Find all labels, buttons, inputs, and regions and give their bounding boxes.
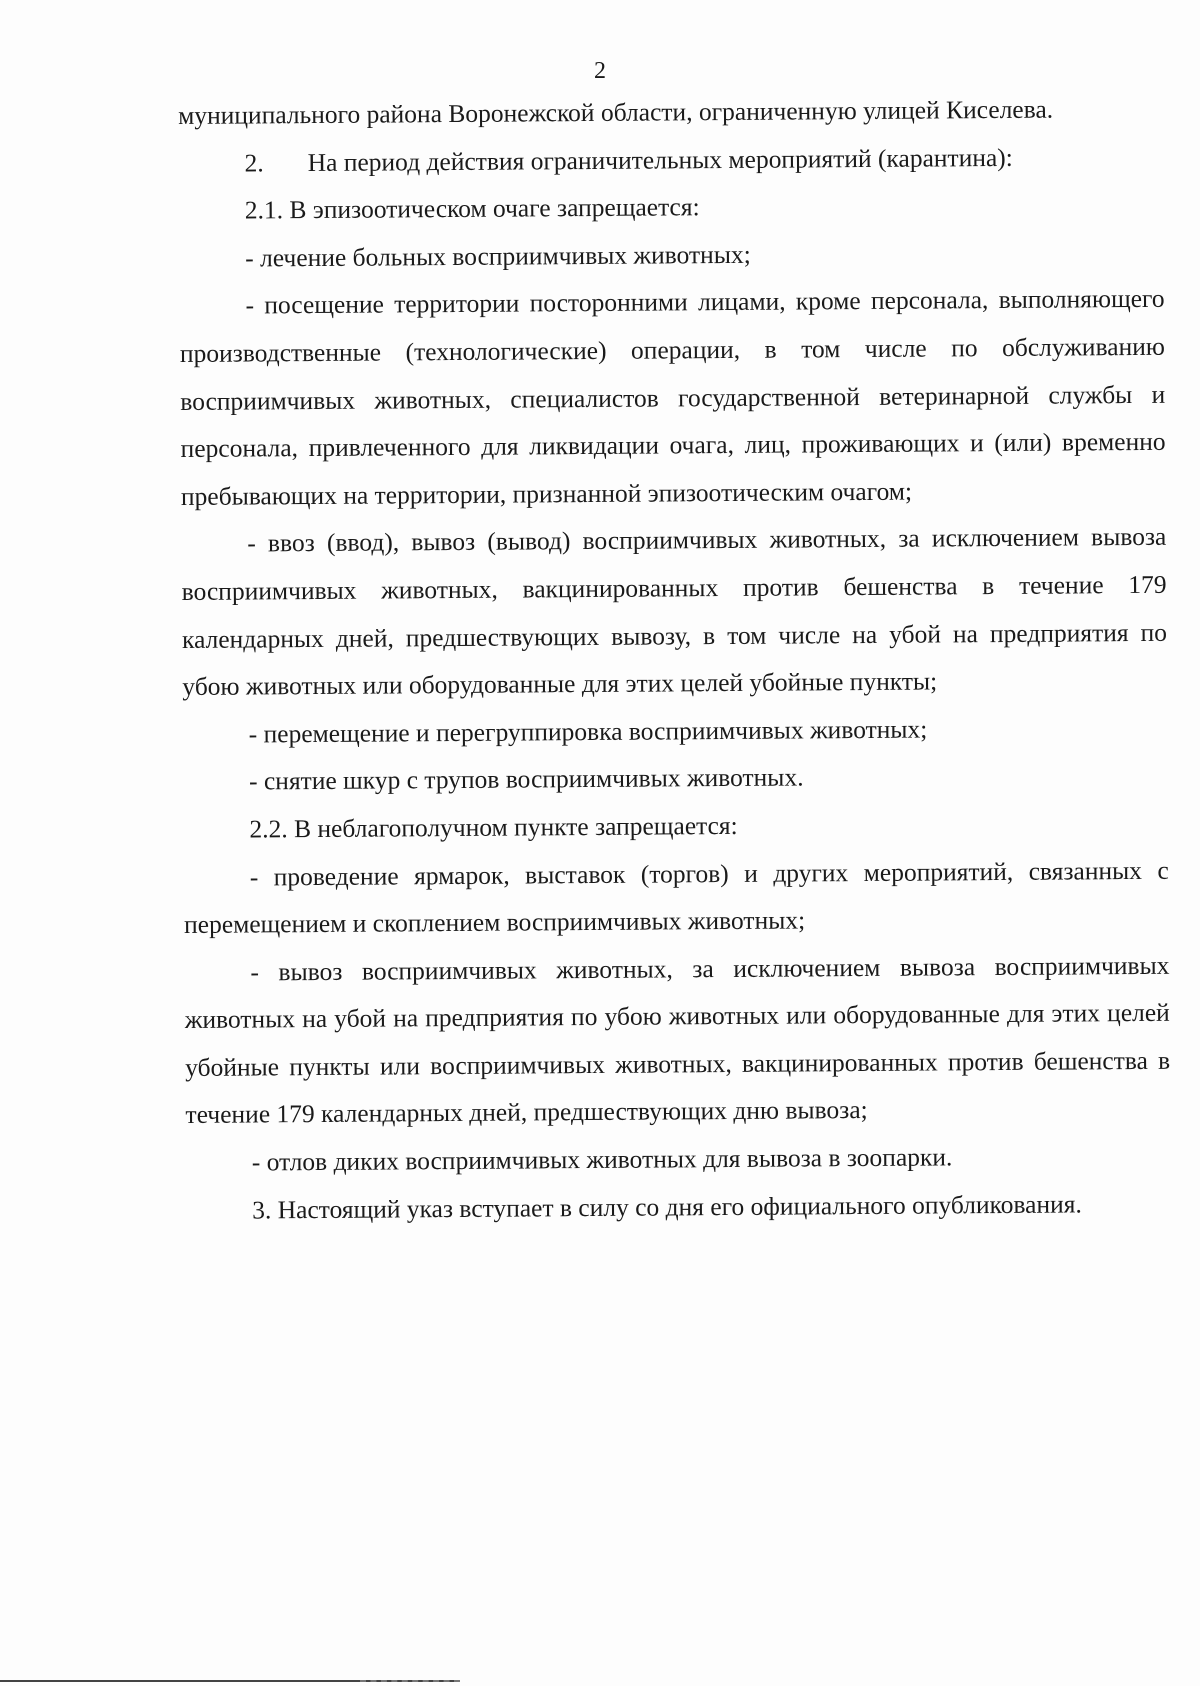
page-number: 2 bbox=[594, 58, 606, 84]
paragraph-item-2-2: 2.2. В неблагополучном пункте запрещается: bbox=[249, 810, 738, 844]
paragraph-item-2-1: 2.1. В эпизоотическом очаге запрещается: bbox=[244, 192, 700, 225]
paragraph-continuation: муниципального района Воронежской области, ограниченную улицей Киселева. bbox=[178, 94, 1054, 130]
paragraph-bullet-fairs: - проведение ярмарок, выставок (торгов) и других мероприятий, связанных с перемещением и скоплением восприимчивых животных; bbox=[183, 855, 1169, 940]
paragraph-item-3: 3. Настоящий указ вступает в силу со дня его официального опубликования. bbox=[252, 1189, 1082, 1225]
paragraph-bullet-treatment: - лечение больных восприимчивых животных; bbox=[245, 239, 751, 273]
paragraph-bullet-visits: - посещение территории посторонними лицами, кроме персонала, выполняющего производственные (технологические) операции, в том числе по обслуживанию восприимчивых животных, специалистов государственной ветеринарной службы и персонала, привлеченного для ликвидации очага, лиц, проживающих и (или) временно пребывающих на территории, признанной эпизоотическим очагом; bbox=[179, 284, 1166, 511]
item-number: 2. bbox=[244, 147, 264, 178]
document-body bbox=[178, 85, 1171, 1234]
paragraph-bullet-import-export: - ввоз (ввод), вывоз (вывод) восприимчивых животных, за исключением вывоза восприимчивых животных, вакцинированных против бешенства в течение 179 календарных дней, предшествующих вывозу, в том числе на убой на предприятия по убою животных или оборудованные для этих целей убойные пункты; bbox=[181, 522, 1168, 702]
item-text: На период действия ограничительных мероприятий (карантина): bbox=[307, 142, 1013, 177]
paragraph-bullet-skins: - снятие шкур с трупов восприимчивых животных. bbox=[248, 762, 804, 796]
bottom-divider-dash bbox=[360, 1680, 460, 1682]
paragraph-item-2 bbox=[178, 132, 1163, 187]
paragraph-bullet-regrouping: - перемещение и перегруппировка восприимчивых животных; bbox=[248, 714, 928, 749]
paragraph-bullet-export: - вывоз восприимчивых животных, за исключением вывоза восприимчивых животных на убой на предприятия по убою животных или оборудованные для этих целей убойные пункты или восприимчивых животных, вакцинированных против бешенства в течение 179 календарных дней, предшествующих дню вывоза; bbox=[184, 950, 1171, 1130]
paragraph-bullet-wild-animals: - отлов диких восприимчивых животных для вывоза в зоопарки. bbox=[251, 1142, 953, 1177]
